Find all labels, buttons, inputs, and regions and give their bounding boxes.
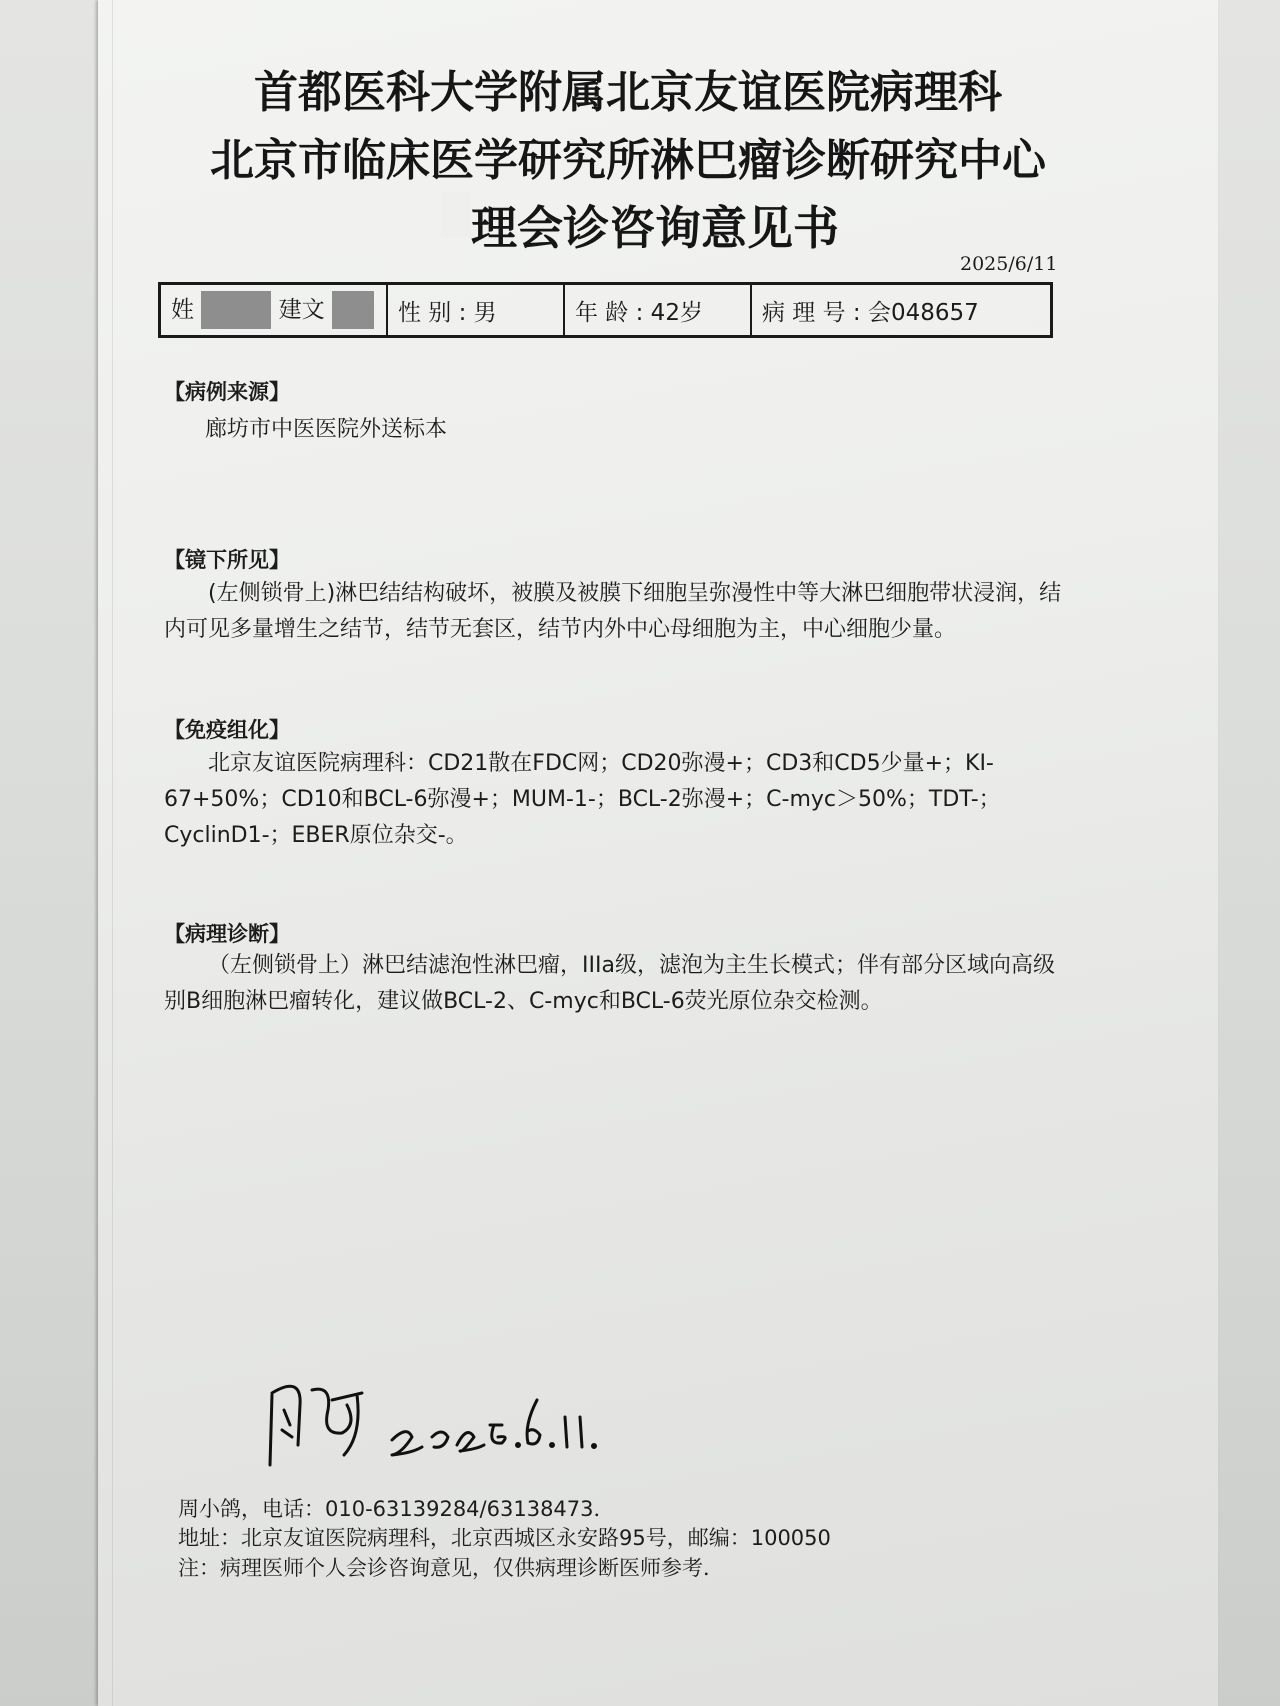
report-date: 2025/6/11 (960, 253, 1058, 275)
document-title: 理会诊咨询意见书 (0, 192, 1280, 258)
hospital-title: 首都医科大学附属北京友谊医院病理科 (254, 67, 1002, 118)
ihc-heading: 【免疫组化】 (164, 718, 290, 742)
sex-cell: 性 别 : 男 (387, 284, 564, 337)
name-partial: 建文 (278, 296, 325, 323)
diagnosis-heading: 【病理诊断】 (164, 922, 290, 946)
age-cell: 年 龄 : 42岁 (564, 284, 751, 337)
name-cell (160, 284, 388, 337)
note-line: 注：病理医师个人会诊咨询意见，仅供病理诊断医师参考． (178, 1556, 724, 1580)
case-source-text: 廊坊市中医医院外送标本 (205, 417, 448, 442)
address-line: 地址：北京友谊医院病理科，北京西城区永安路95号，邮编：100050 (178, 1526, 831, 1550)
patient-info-table (158, 282, 1053, 338)
diagnosis-text: （左侧锁骨上）淋巴结滤泡性淋巴瘤，IIIa级，滤泡为主生长模式；伴有部分区域向高级别B细胞淋巴瘤转化，建议做BCL-2、C-myc和BCL-6荧光原位杂交检测。 (164, 953, 1055, 1014)
microscopy-text: (左侧锁骨上)淋巴结结构破坏，被膜及被膜下细胞呈弥漫性中等大淋巴细胞带状浸润，结内可见多量增生之结节，结节无套区，结节内外中心母细胞为主，中心细胞少量。 (164, 581, 1062, 642)
name-label: 姓 (171, 296, 194, 323)
microscopy-heading: 【镜下所见】 (164, 548, 290, 572)
handwritten-signature (262, 1365, 622, 1475)
contact-line: 周小鸽，电话：010-63139284/63138473． (178, 1497, 615, 1521)
torn-edge (441, 192, 471, 238)
redaction-block (201, 291, 271, 329)
redaction-block (332, 291, 374, 329)
pathology-number-cell: 病 理 号 : 会048657 (751, 284, 1052, 337)
ihc-text: 北京友谊医院病理科：CD21散在FDC网；CD20弥漫+；CD3和CD5少量+；KI-67+50%；CD10和BCL-6弥漫+；MUM-1-；BCL-2弥漫+；C-myc＞50%；TDT-；CyclinD1-；EBER原位杂交-。 (164, 751, 1001, 848)
case-source-heading: 【病例来源】 (164, 380, 290, 404)
center-title: 北京市临床医学研究所淋巴瘤诊断研究中心 (210, 135, 1046, 186)
